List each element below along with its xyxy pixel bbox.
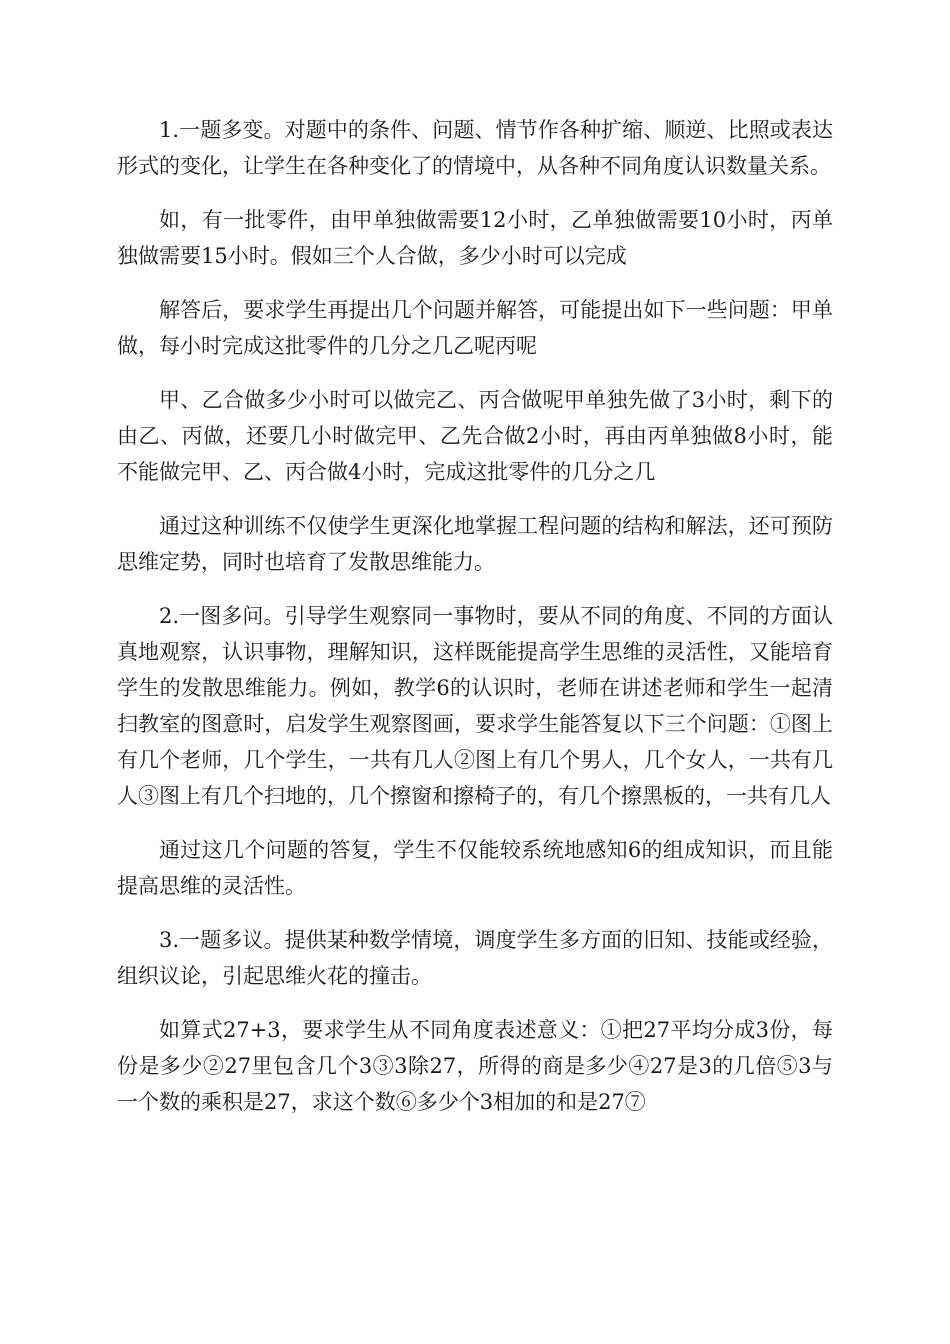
paragraph-2: 如，有一批零件，由甲单独做需要12小时，乙单独做需要10小时，丙单独做需要15小时。假如三个人合做，多少小时可以完成 (117, 208, 833, 268)
paragraph-1: 1.一题多变。对题中的条件、问题、情节作各种扩缩、顺逆、比照或表达形式的变化，让学生在各种变化了的情境中，从各种不同角度认识数量关系。 (117, 118, 833, 178)
paragraph-6: 2.一图多问。引导学生观察同一事物时，要从不同的角度、不同的方面认真地观察，认识事物，理解知识，这样既能提高学生思维的灵活性，又能培育学生的发散思维能力。例如，教学6的认识时，老师在讲述老师和学生一起清扫教室的图意时，启发学生观察图画，要求学生能答复以下三个问题：①图上有几个老师，几个学生，一共有几人②图上有几个男人，几个女人，一共有几人③图上有几个扫地的，几个擦窗和擦椅子的，有几个擦黑板的，一共有几人 (117, 604, 833, 808)
paragraph-4: 甲、乙合做多少小时可以做完乙、丙合做呢甲单独先做了3小时，剩下的由乙、丙做，还要几小时做完甲、乙先合做2小时，再由丙单独做8小时，能不能做完甲、乙、丙合做4小时，完成这批零件的几分之几 (117, 388, 833, 484)
paragraph-7: 通过这几个问题的答复，学生不仅能较系统地感知6的组成知识，而且能提高思维的灵活性。 (117, 838, 833, 898)
paragraph-9: 如算式27+3，要求学生从不同角度表述意义：①把27平均分成3份，每份是多少②27里包含几个3③3除27，所得的商是多少④27是3的几倍⑤3与一个数的乘积是27，求这个数⑥多少个3相加的和是27⑦ (117, 1018, 833, 1114)
paragraph-8: 3.一题多议。提供某种数学情境，调度学生多方面的旧知、技能或经验，组织议论，引起思维火花的撞击。 (117, 928, 833, 988)
paragraph-3: 解答后，要求学生再提出几个问题并解答，可能提出如下一些问题：甲单做，每小时完成这批零件的几分之几乙呢丙呢 (117, 298, 833, 358)
document-body (117, 112, 833, 1138)
paragraph-5: 通过这种训练不仅使学生更深化地掌握工程问题的结构和解法，还可预防思维定势，同时也培育了发散思维能力。 (117, 514, 833, 574)
